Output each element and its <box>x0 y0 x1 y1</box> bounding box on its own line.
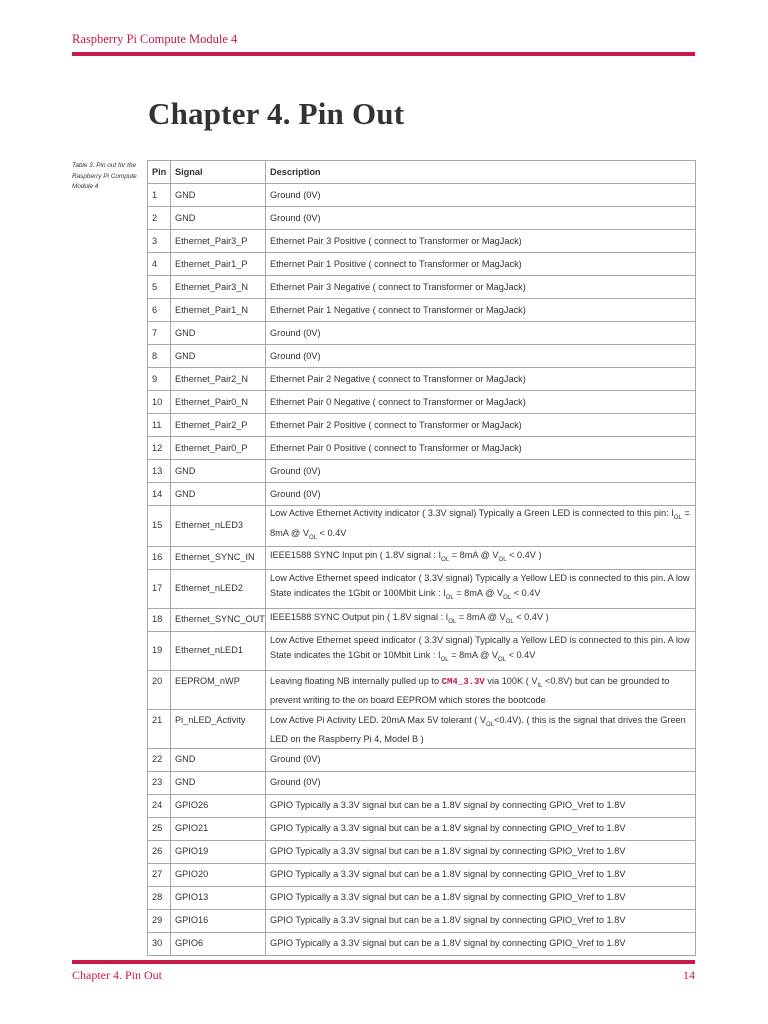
table-row <box>148 437 696 460</box>
table-row <box>148 414 696 437</box>
pin-number-cell: 26 <box>148 840 171 863</box>
table-row <box>148 909 696 932</box>
signal-name-cell: GPIO13 <box>171 886 266 909</box>
table-row <box>148 276 696 299</box>
description-cell: GPIO Typically a 3.3V signal but can be a 1.8V signal by connecting GPIO_Vref to 1.8V <box>266 909 696 932</box>
table-row <box>148 886 696 909</box>
description-cell: Ethernet Pair 3 Negative ( connect to Transformer or MagJack) <box>266 276 696 299</box>
pin-number-cell: 30 <box>148 932 171 955</box>
description-cell: Ethernet Pair 3 Positive ( connect to Transformer or MagJack) <box>266 230 696 253</box>
pin-number-cell: 4 <box>148 253 171 276</box>
description-cell: GPIO Typically a 3.3V signal but can be a 1.8V signal by connecting GPIO_Vref to 1.8V <box>266 886 696 909</box>
table-row <box>148 631 696 670</box>
header-divider <box>72 52 695 56</box>
page-number: 14 <box>683 968 695 982</box>
signal-name-cell: Ethernet_Pair2_N <box>171 368 266 391</box>
signal-name-cell: GPIO20 <box>171 863 266 886</box>
signal-name-cell: Ethernet_Pair3_N <box>171 276 266 299</box>
description-cell: Ethernet Pair 0 Negative ( connect to Transformer or MagJack) <box>266 391 696 414</box>
description-cell: Ground (0V) <box>266 748 696 771</box>
signal-name-cell: GND <box>171 207 266 230</box>
pin-number-cell: 27 <box>148 863 171 886</box>
description-cell: Ground (0V) <box>266 771 696 794</box>
chapter-title: Chapter 4. Pin Out <box>148 96 405 131</box>
signal-name-cell: Ethernet_nLED3 <box>171 506 266 547</box>
description-cell: Ethernet Pair 2 Negative ( connect to Transformer or MagJack) <box>266 368 696 391</box>
table-row <box>148 709 696 748</box>
pin-number-cell: 20 <box>148 670 171 709</box>
column-header-signal: Signal <box>171 161 266 184</box>
table-caption: Table 3. Pin out for the Raspberry Pi Compute Module 4 <box>72 162 137 190</box>
footer-divider <box>72 960 695 964</box>
description-cell: IEEE1588 SYNC Output pin ( 1.8V signal : $I_{OL} = 8mA$ @ $V_{OL} < 0.4V$ ) <box>266 608 696 631</box>
description-cell: Leaving floating NB internally pulled up to CM4_3.3V via 100K ( $V_{IL} <0.8V$) but can be grounded to prevent writing to the on board EEPROM which stores the bootcode <box>266 670 696 709</box>
pin-number-cell: 14 <box>148 483 171 506</box>
signal-name-cell: GND <box>171 184 266 207</box>
signal-name-cell: Ethernet_nLED1 <box>171 631 266 670</box>
table-row <box>148 230 696 253</box>
table-row <box>148 207 696 230</box>
table-row <box>148 771 696 794</box>
pin-number-cell: 23 <box>148 771 171 794</box>
pin-number-cell: 2 <box>148 207 171 230</box>
description-cell: Ethernet Pair 1 Positive ( connect to Transformer or MagJack) <box>266 253 696 276</box>
description-cell: GPIO Typically a 3.3V signal but can be a 1.8V signal by connecting GPIO_Vref to 1.8V <box>266 863 696 886</box>
description-cell: Ground (0V) <box>266 460 696 483</box>
signal-name-cell: EEPROM_nWP <box>171 670 266 709</box>
pin-number-cell: 22 <box>148 748 171 771</box>
pin-number-cell: 11 <box>148 414 171 437</box>
pin-number-cell: 9 <box>148 368 171 391</box>
description-cell: Ground (0V) <box>266 483 696 506</box>
description-cell: Ground (0V) <box>266 345 696 368</box>
table-row <box>148 840 696 863</box>
signal-name-cell: GND <box>171 322 266 345</box>
table-row <box>148 863 696 886</box>
pin-number-cell: 3 <box>148 230 171 253</box>
description-cell: Low Active Ethernet speed indicator ( 3.3V signal) Typically a Yellow LED is connected to this pin. A low State indicates the 1Gbit or 10Mbit Link : $I_{OL} = 8mA$ @ $V_{OL} < 0.4V$ <box>266 631 696 670</box>
signal-name-cell: GPIO26 <box>171 794 266 817</box>
description-cell: Low Active Ethernet Activity indicator ( 3.3V signal) Typically a Green LED is connected to this pin: $I_{OL} = 8mA$ @ $V_{OL} < 0.4V$ <box>266 506 696 547</box>
signal-name-cell: GPIO21 <box>171 817 266 840</box>
table-row <box>148 483 696 506</box>
pin-number-cell: 29 <box>148 909 171 932</box>
signal-name-cell: Ethernet_Pair1_N <box>171 299 266 322</box>
signal-name-cell: Ethernet_nLED2 <box>171 569 266 608</box>
table-row <box>148 794 696 817</box>
pin-number-cell: 18 <box>148 608 171 631</box>
description-cell: GPIO Typically a 3.3V signal but can be a 1.8V signal by connecting GPIO_Vref to 1.8V <box>266 840 696 863</box>
signal-name-cell: Ethernet_SYNC_OUT <box>171 608 266 631</box>
description-cell: IEEE1588 SYNC Input pin ( 1.8V signal : $I_{OL} = 8mA$ @ $V_{OL} < 0.4V$ ) <box>266 546 696 569</box>
pin-number-cell: 7 <box>148 322 171 345</box>
table-row <box>148 608 696 631</box>
signal-name-cell: GND <box>171 460 266 483</box>
pin-number-cell: 13 <box>148 460 171 483</box>
signal-name-cell: Ethernet_Pair2_P <box>171 414 266 437</box>
description-cell: GPIO Typically a 3.3V signal but can be a 1.8V signal by connecting GPIO_Vref to 1.8V <box>266 817 696 840</box>
signal-name-cell: Ethernet_Pair0_P <box>171 437 266 460</box>
description-cell: Ground (0V) <box>266 207 696 230</box>
pin-number-cell: 19 <box>148 631 171 670</box>
signal-name-cell: GND <box>171 483 266 506</box>
signal-name-cell: GND <box>171 748 266 771</box>
pin-number-cell: 25 <box>148 817 171 840</box>
description-cell: GPIO Typically a 3.3V signal but can be a 1.8V signal by connecting GPIO_Vref to 1.8V <box>266 794 696 817</box>
pin-number-cell: 24 <box>148 794 171 817</box>
table-row <box>148 670 696 709</box>
pin-number-cell: 16 <box>148 546 171 569</box>
signal-name-cell: GND <box>171 771 266 794</box>
column-header-description: Description <box>266 161 696 184</box>
table-row <box>148 253 696 276</box>
signal-name-cell: Pi_nLED_Activity <box>171 709 266 748</box>
pin-number-cell: 15 <box>148 506 171 547</box>
pin-number-cell: 6 <box>148 299 171 322</box>
pin-number-cell: 5 <box>148 276 171 299</box>
description-cell: Ethernet Pair 0 Positive ( connect to Transformer or MagJack) <box>266 437 696 460</box>
description-cell: Low Active Ethernet speed indicator ( 3.3V signal) Typically a Yellow LED is connected to this pin. A low State indicates the 1Gbit or 100Mbit Link : $I_{OL} = 8mA$ @ $V_{OL} < 0.4V$ <box>266 569 696 608</box>
table-row <box>148 748 696 771</box>
table-row <box>148 184 696 207</box>
signal-name-cell: GND <box>171 345 266 368</box>
signal-name-cell: GPIO19 <box>171 840 266 863</box>
table-row <box>148 345 696 368</box>
document-header-title: Raspberry Pi Compute Module 4 <box>72 32 238 46</box>
signal-name-cell: GPIO6 <box>171 932 266 955</box>
pin-number-cell: 1 <box>148 184 171 207</box>
signal-name-cell: Ethernet_SYNC_IN <box>171 546 266 569</box>
table-row <box>148 299 696 322</box>
table-row <box>148 569 696 608</box>
table-row <box>148 932 696 955</box>
description-cell: Ethernet Pair 1 Negative ( connect to Transformer or MagJack) <box>266 299 696 322</box>
table-row <box>148 322 696 345</box>
table-row <box>148 391 696 414</box>
table-row <box>148 506 696 547</box>
signal-name-cell: Ethernet_Pair1_P <box>171 253 266 276</box>
signal-name-cell: GPIO16 <box>171 909 266 932</box>
table-row <box>148 546 696 569</box>
description-cell: GPIO Typically a 3.3V signal but can be a 1.8V signal by connecting GPIO_Vref to 1.8V <box>266 932 696 955</box>
table-row <box>148 368 696 391</box>
description-cell: Ethernet Pair 2 Positive ( connect to Transformer or MagJack) <box>266 414 696 437</box>
signal-name-cell: Ethernet_Pair0_N <box>171 391 266 414</box>
column-header-pin: Pin <box>148 161 171 184</box>
description-cell: Ground (0V) <box>266 184 696 207</box>
footer-chapter-title: Chapter 4. Pin Out <box>72 968 162 982</box>
signal-name-cell: Ethernet_Pair3_P <box>171 230 266 253</box>
description-cell: Ground (0V) <box>266 322 696 345</box>
pin-number-cell: 28 <box>148 886 171 909</box>
description-cell: Low Active Pi Activity LED. 20mA Max 5V tolerant ( $V_{OL}<0.4V$). ( this is the signal that drives the Green LED on the Raspberry Pi 4, Model B ) <box>266 709 696 748</box>
pin-number-cell: 21 <box>148 709 171 748</box>
table-row <box>148 817 696 840</box>
pin-number-cell: 8 <box>148 345 171 368</box>
table-header-row <box>148 161 696 184</box>
table-row <box>148 460 696 483</box>
pin-out-table <box>147 160 696 956</box>
pin-number-cell: 10 <box>148 391 171 414</box>
code-reference: CM4_3.3V <box>441 676 485 687</box>
table-body <box>148 184 696 956</box>
pin-number-cell: 12 <box>148 437 171 460</box>
pin-number-cell: 17 <box>148 569 171 608</box>
